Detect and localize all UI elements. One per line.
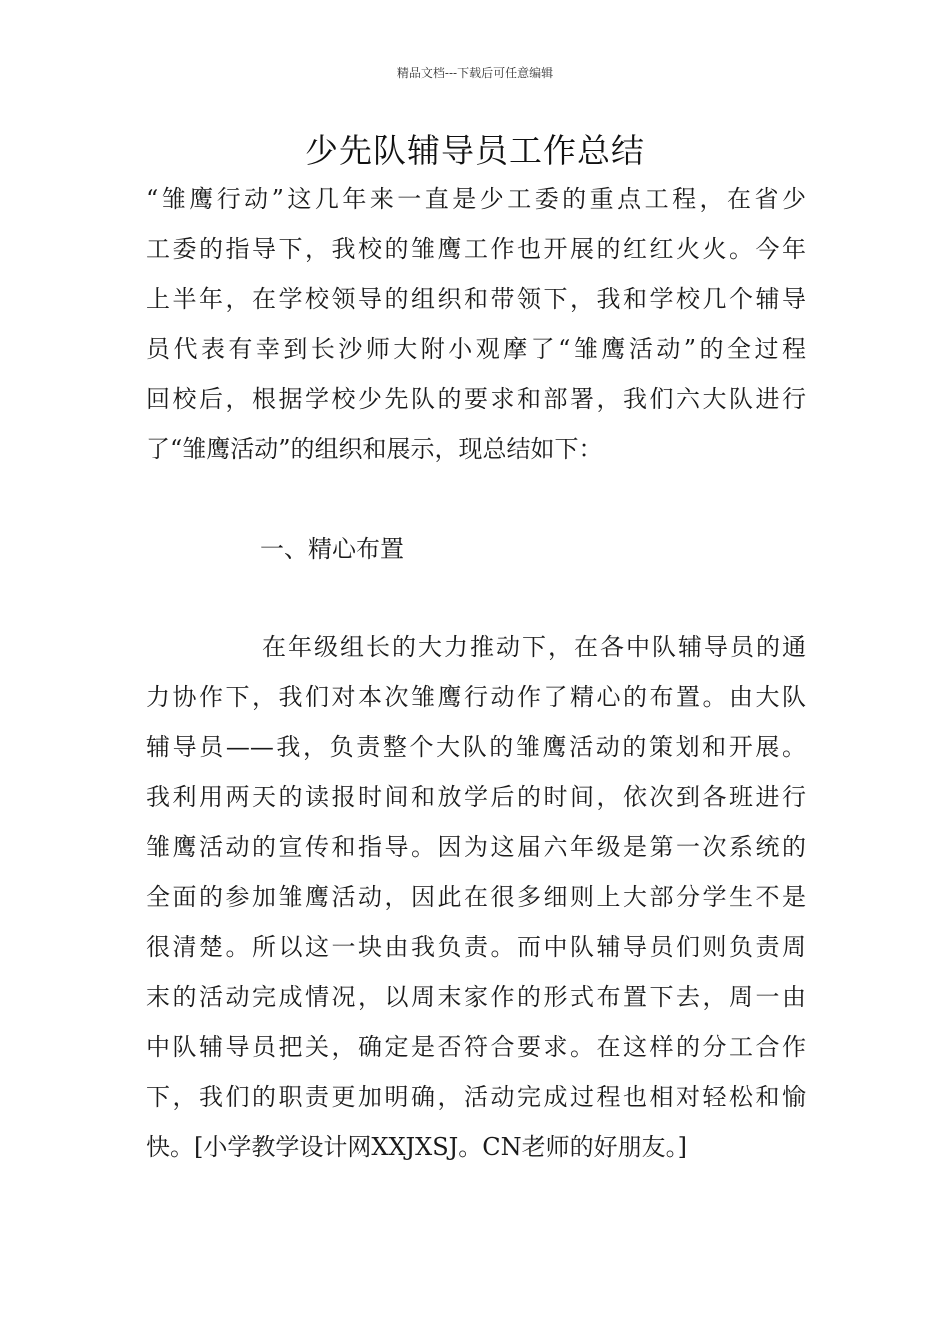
paragraph-line: 很清楚。所以这一块由我负责。而中队辅导员们则负责周 <box>146 933 806 961</box>
section-paragraph <box>146 622 806 1172</box>
paragraph-line: 下，我们的职责更加明确，活动完成过程也相对轻松和愉 <box>146 1083 806 1111</box>
paragraph-line: 我利用两天的读报时间和放学后的时间，依次到各班进行 <box>146 783 806 811</box>
paragraph-line: 末的活动完成情况，以周末家作的形式布置下去，周一由 <box>146 983 806 1011</box>
paragraph-line: 全面的参加雏鹰活动，因此在很多细则上大部分学生不是 <box>146 883 806 911</box>
paragraph-line: 在年级组长的大力推动下，在各中队辅导员的通 <box>262 633 806 661</box>
document-title: 少先队辅导员工作总结 <box>305 131 645 170</box>
intro-paragraph <box>146 174 806 474</box>
paragraph-line: 工委的指导下，我校的雏鹰工作也开展的红红火火。今年 <box>146 235 806 263</box>
paragraph-line: 辅导员——我，负责整个大队的雏鹰活动的策划和开展。 <box>146 733 806 761</box>
paragraph-line: 雏鹰活动的宣传和指导。因为这届六年级是第一次系统的 <box>146 833 806 861</box>
paragraph-line: 上半年，在学校领导的组织和带领下，我和学校几个辅导 <box>146 285 806 313</box>
paragraph-line: 中队辅导员把关，确定是否符合要求。在这样的分工合作 <box>146 1033 806 1061</box>
paragraph-line: 员代表有幸到长沙师大附小观摩了“雏鹰活动”的全过程 <box>146 335 806 363</box>
paragraph-line: 力协作下，我们对本次雏鹰行动作了精心的布置。由大队 <box>146 683 806 711</box>
section-heading: 一、精心布置 <box>260 535 404 563</box>
paragraph-line: 了“雏鹰活动”的组织和展示，现总结如下： <box>146 435 603 463</box>
paragraph-line: “雏鹰行动”这几年来一直是少工委的重点工程，在省少 <box>146 185 806 213</box>
paragraph-line: 快。[小学教学设计网XXJXSJ。CN老师的好朋友。] <box>146 1133 688 1161</box>
paragraph-line: 回校后，根据学校少先队的要求和部署，我们六大队进行 <box>146 385 806 413</box>
header-note: 精品文档---下载后可任意编辑 <box>396 66 554 80</box>
